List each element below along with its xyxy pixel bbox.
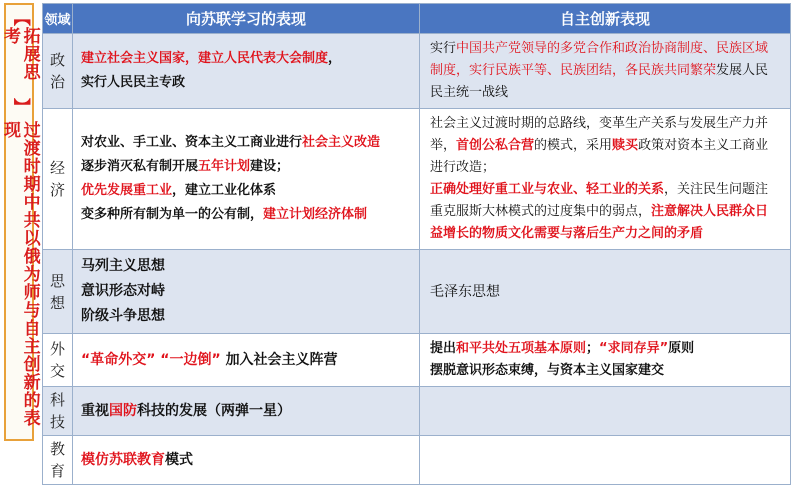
thought-item: 马列主义思想 — [81, 258, 165, 274]
row-education — [43, 436, 791, 485]
row-thought — [43, 250, 791, 334]
banner-bracket-open: 【 — [9, 9, 30, 27]
technology-innovation-cell — [420, 387, 791, 436]
field-education: 教 育 — [43, 436, 73, 485]
row-diplomacy — [43, 334, 791, 387]
row-economy — [43, 109, 791, 250]
field-economy: 经 济 — [43, 109, 73, 250]
field-diplomacy: 外 交 — [43, 334, 73, 387]
thought-soviet-cell — [73, 250, 420, 334]
field-technology: 科 技 — [43, 387, 73, 436]
education-soviet-cell: 模仿苏联教育模式 — [73, 436, 420, 485]
field-politics: 政 治 — [43, 34, 73, 109]
politics-soviet-cell: 建立社会主义国家，建立人民代表大会制度， 实行人民民主专政 — [73, 34, 420, 109]
header-field: 领域 — [43, 4, 73, 34]
row-technology — [43, 387, 791, 436]
row-politics — [43, 34, 791, 109]
politics-soviet-red: 建立社会主义国家，建立人民代表大会制度 — [81, 51, 329, 66]
economy-innovation-cell: 社会主义过渡时期的总路线，变革生产关系与发展生产力并举，首创公私合营的模式，采用赎买政策对资本主义工商业进行改造； 正确处理好重工业与农业、轻工业的关系，关注民生问题注重克服斯大林模式的过度集中的弱点，注意解决人民群众日益增长的物质文化需要与落后生产力之间的矛盾 — [420, 109, 791, 250]
thought-innovation-text: 毛泽东思想 — [430, 283, 500, 300]
side-banner — [0, 3, 40, 441]
diplomacy-innovation-cell: 提出和平共处五项基本原则；“求同存异”原则 摆脱意识形态束缚，与资本主义国家建交 — [420, 334, 791, 387]
header-row — [43, 4, 791, 34]
education-innovation-cell — [420, 436, 791, 485]
header-soviet: 向苏联学习的表现 — [73, 4, 420, 34]
thought-innovation-cell — [420, 250, 791, 334]
technology-soviet-cell: 重视国防科技的发展（两弹一星） — [73, 387, 420, 436]
banner-subtitle: 过渡时期中共以俄为师与自主创新的表现 — [0, 121, 40, 428]
economy-soviet-cell: 对农业、手工业、资本主义工商业进行社会主义改造 逐步消灭私有制开展五年计划建设； 优先发展重工业，建立工业化体系 变多种所有制为单一的公有制，建立计划经济体制 — [73, 109, 420, 250]
header-innovation: 自主创新表现 — [420, 4, 791, 34]
politics-soviet-line2: 实行人民民主专政 — [81, 75, 186, 90]
banner-title: 拓展思考 — [0, 27, 40, 81]
field-thought: 思 想 — [43, 250, 73, 334]
thought-item: 阶级斗争思想 — [81, 308, 165, 324]
politics-innovation-red: 中国共产党领导的多党合作和政治协商制度、民族区域制度，实行民族平等、民族团结，各民族共同繁荣 — [430, 41, 769, 78]
politics-innovation-cell: 实行中国共产党领导的多党合作和政治协商制度、民族区域制度，实行民族平等、民族团结，各民族共同繁荣发展人民民主统一战线 — [420, 34, 791, 109]
comparison-table — [42, 3, 791, 485]
diplomacy-soviet-cell: “革命外交” “一边倒” 加入社会主义阵营 — [73, 334, 420, 387]
banner-bracket-close: 】 — [9, 97, 30, 116]
thought-item: 意识形态对峙 — [81, 283, 165, 299]
